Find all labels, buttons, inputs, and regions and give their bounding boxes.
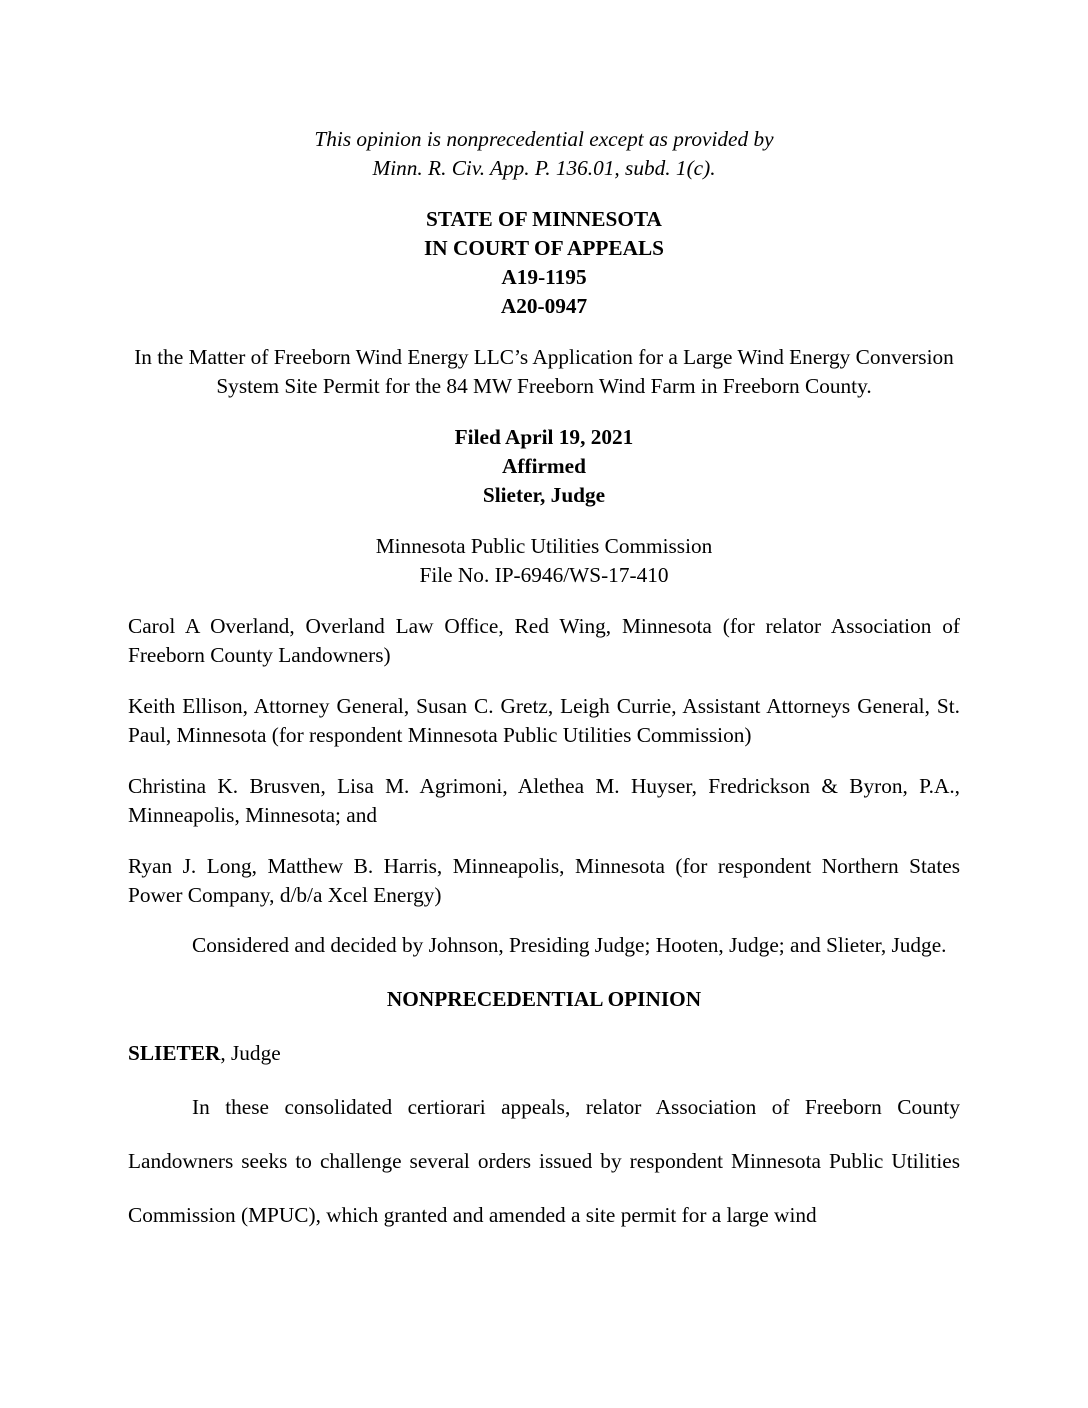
counsel-entry-xcel: Ryan J. Long, Matthew B. Harris, Minneapolis, Minnesota (for respondent Northern States Power Company, d/b/a Xcel Energy) xyxy=(128,854,960,907)
opinion-author-line xyxy=(128,1026,960,1080)
authoring-judge: Slieter, Judge xyxy=(482,483,606,507)
nonprecedential-notice xyxy=(128,125,960,183)
case-caption: In the Matter of Freeborn Wind Energy LLC’s Application for a Large Wind Energy Conversion System Site Permit for the 84 MW Freeborn Wind Farm in Freeborn County. xyxy=(134,345,954,398)
notice-line-1: This opinion is nonprecedential except as provided by xyxy=(314,127,774,151)
agency-file-number: File No. IP-6946/WS-17-410 xyxy=(419,563,669,587)
opinion-heading: NONPRECEDENTIAL OPINION xyxy=(386,987,702,1011)
counsel-entry-attorney-general: Keith Ellison, Attorney General, Susan C. Gretz, Leigh Currie, Assistant Attorneys General, St. Paul, Minnesota (for respondent Minnesota Public Utilities Commission) xyxy=(128,694,960,747)
court-header xyxy=(128,205,960,321)
opinion-paragraph-1: In these consolidated certiorari appeals, relator Association of Freeborn County Landowners seeks to challenge several orders issued by respondent Minnesota Public Utilities Commission (MPUC), which granted and amended a site permit for a large wind xyxy=(128,1095,960,1227)
opinion-body xyxy=(128,918,960,1242)
disposition: Affirmed xyxy=(502,454,586,478)
filing-info xyxy=(128,423,960,510)
court-name: IN COURT OF APPEALS xyxy=(423,236,665,260)
case-number-2: A20-0947 xyxy=(500,294,588,318)
filed-date: Filed April 19, 2021 xyxy=(454,425,634,449)
agency-name: Minnesota Public Utilities Commission xyxy=(375,534,713,558)
case-number-1: A19-1195 xyxy=(501,265,587,289)
counsel-entry-fredrickson-byron: Christina K. Brusven, Lisa M. Agrimoni, Alethea M. Huyser, Fredrickson & Byron, P.A., Minneapolis, Minnesota; and xyxy=(128,774,960,827)
counsel-entry-relator: Carol A Overland, Overland Law Office, Red Wing, Minnesota (for relator Association of Freeborn County Landowners) xyxy=(128,614,960,667)
court-state: STATE OF MINNESOTA xyxy=(426,207,662,231)
agency-info xyxy=(128,532,960,590)
opinion-author-suffix: , Judge xyxy=(220,1041,281,1065)
opinion-author-name: SLIETER xyxy=(128,1041,221,1065)
panel-statement: Considered and decided by Johnson, Presiding Judge; Hooten, Judge; and Slieter, Judge. xyxy=(192,933,947,957)
notice-line-2: Minn. R. Civ. App. P. 136.01, subd. 1(c). xyxy=(372,156,716,180)
